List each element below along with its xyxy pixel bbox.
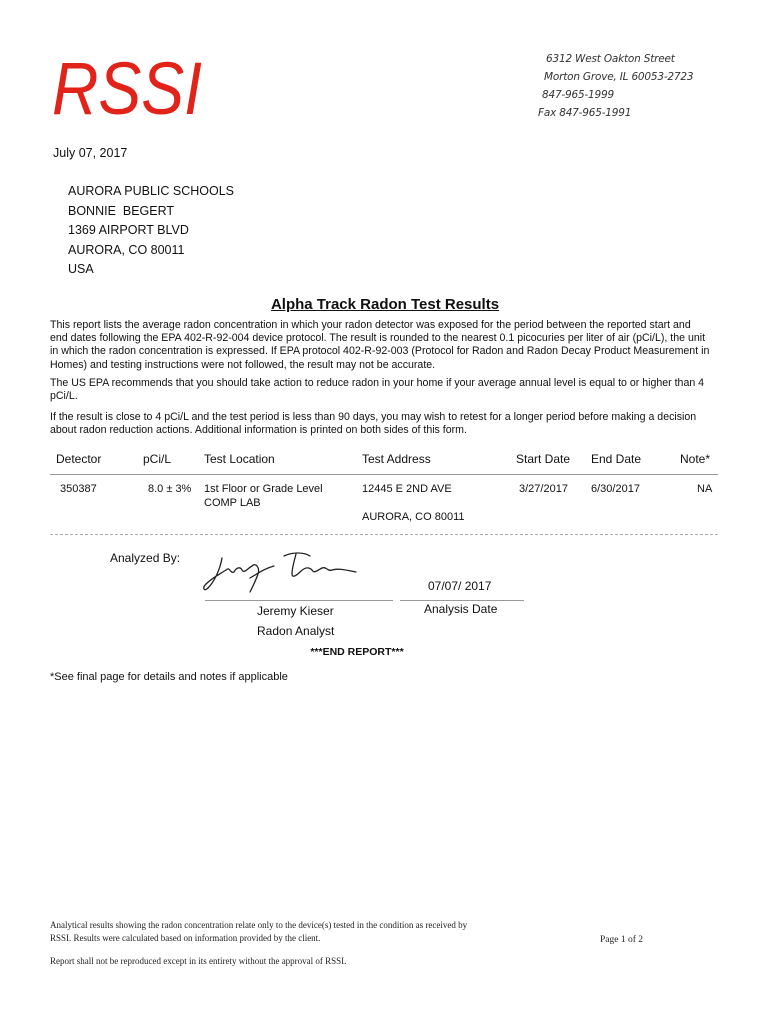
address-phone: 847-965-1999 bbox=[542, 89, 614, 101]
cell-location-1: 1st Floor or Grade Level bbox=[204, 483, 323, 495]
cell-end-date: 6/30/2017 bbox=[591, 483, 640, 495]
analyst-signature bbox=[200, 548, 360, 600]
footer-reproduction-notice: Report shall not be reproduced except in its entirety without the approval of RSSI. bbox=[50, 956, 347, 966]
analyst-name: Jeremy Kieser bbox=[257, 604, 334, 618]
cell-detector: 350387 bbox=[60, 483, 97, 495]
epa-recommendation-paragraph: The US EPA recommends that you should take action to reduce radon in your home if your average annual level is equal to or higher than 4 pCi/L. bbox=[50, 377, 705, 403]
page-number: Page 1 of 2 bbox=[600, 935, 644, 945]
address-street: 6312 West Oakton Street bbox=[546, 53, 675, 65]
cell-location-2: COMP LAB bbox=[204, 497, 261, 509]
intro-paragraph: This report lists the average radon concentration in which your radon detector was exposed for the period between the reported start and end dates following the EPA 402-R-92-004 device protocol. The result is rounded to the nearest 0.1 picocuries per liter of air (pCi/L), the unit in which the radon concentration is expressed. If EPA protocol 402-R-92-003 (Protocol for Radon and Radon Decay Product Measurement in Homes) and testing instructions were not followed, the result may not be accurate. bbox=[50, 319, 710, 371]
date-line bbox=[400, 600, 524, 601]
retest-paragraph: If the result is close to 4 pCi/L and the test period is less than 90 days, you may wish to retest for a longer period before making a decision about radon reduction actions. Additional information is printed on both sides of this form. bbox=[50, 411, 697, 437]
analyst-title: Radon Analyst bbox=[257, 623, 335, 638]
cell-address-1: 12445 E 2ND AVE bbox=[362, 483, 452, 495]
recipient-city: AURORA, CO 80011 bbox=[68, 242, 185, 257]
recipient-block bbox=[68, 182, 234, 280]
footnote: *See final page for details and notes if applicable bbox=[50, 671, 288, 683]
cell-start-date: 3/27/2017 bbox=[519, 483, 568, 495]
rssi-logo bbox=[52, 47, 204, 130]
analysis-date-value: 07/07/ 2017 bbox=[428, 579, 492, 593]
analyst-block bbox=[257, 602, 334, 641]
analysis-date-label: Analysis Date bbox=[424, 602, 498, 616]
address-city: Morton Grove, IL 60053-2723 bbox=[544, 71, 694, 83]
signature-line bbox=[205, 600, 393, 601]
header-test-location: Test Location bbox=[204, 452, 275, 466]
recipient-country: USA bbox=[68, 262, 94, 276]
recipient-contact: BONNIE BEGERT bbox=[68, 203, 175, 218]
recipient-organization: AURORA PUBLIC SCHOOLS bbox=[68, 184, 235, 198]
report-date: July 07, 2017 bbox=[53, 146, 128, 160]
row-divider bbox=[50, 534, 718, 535]
logo-text: RSSI bbox=[52, 47, 202, 130]
header-pci: pCi/L bbox=[143, 452, 172, 466]
company-address bbox=[538, 50, 693, 122]
header-start-date: Start Date bbox=[516, 452, 571, 466]
cell-pci: 8.0 ± 3% bbox=[148, 483, 192, 495]
recipient-street: 1369 AIRPORT BLVD bbox=[68, 223, 189, 237]
header-detector: Detector bbox=[56, 452, 102, 466]
header-note: Note* bbox=[680, 452, 711, 466]
report-title: Alpha Track Radon Test Results bbox=[270, 296, 500, 313]
cell-note: NA bbox=[697, 483, 713, 495]
address-fax: Fax 847-965-1991 bbox=[538, 107, 632, 119]
analyzed-by-label: Analyzed By: bbox=[110, 551, 181, 565]
header-divider bbox=[50, 474, 718, 475]
footer-disclaimer: Analytical results showing the radon concentration relate only to the device(s) tested in the condition as received by RSSI. Results were calculated based on information provided by the client. bbox=[50, 920, 468, 943]
header-test-address: Test Address bbox=[362, 452, 431, 466]
end-report-marker: ***END REPORT*** bbox=[310, 646, 404, 658]
cell-address-2: AURORA, CO 80011 bbox=[362, 511, 465, 523]
header-end-date: End Date bbox=[591, 452, 642, 466]
